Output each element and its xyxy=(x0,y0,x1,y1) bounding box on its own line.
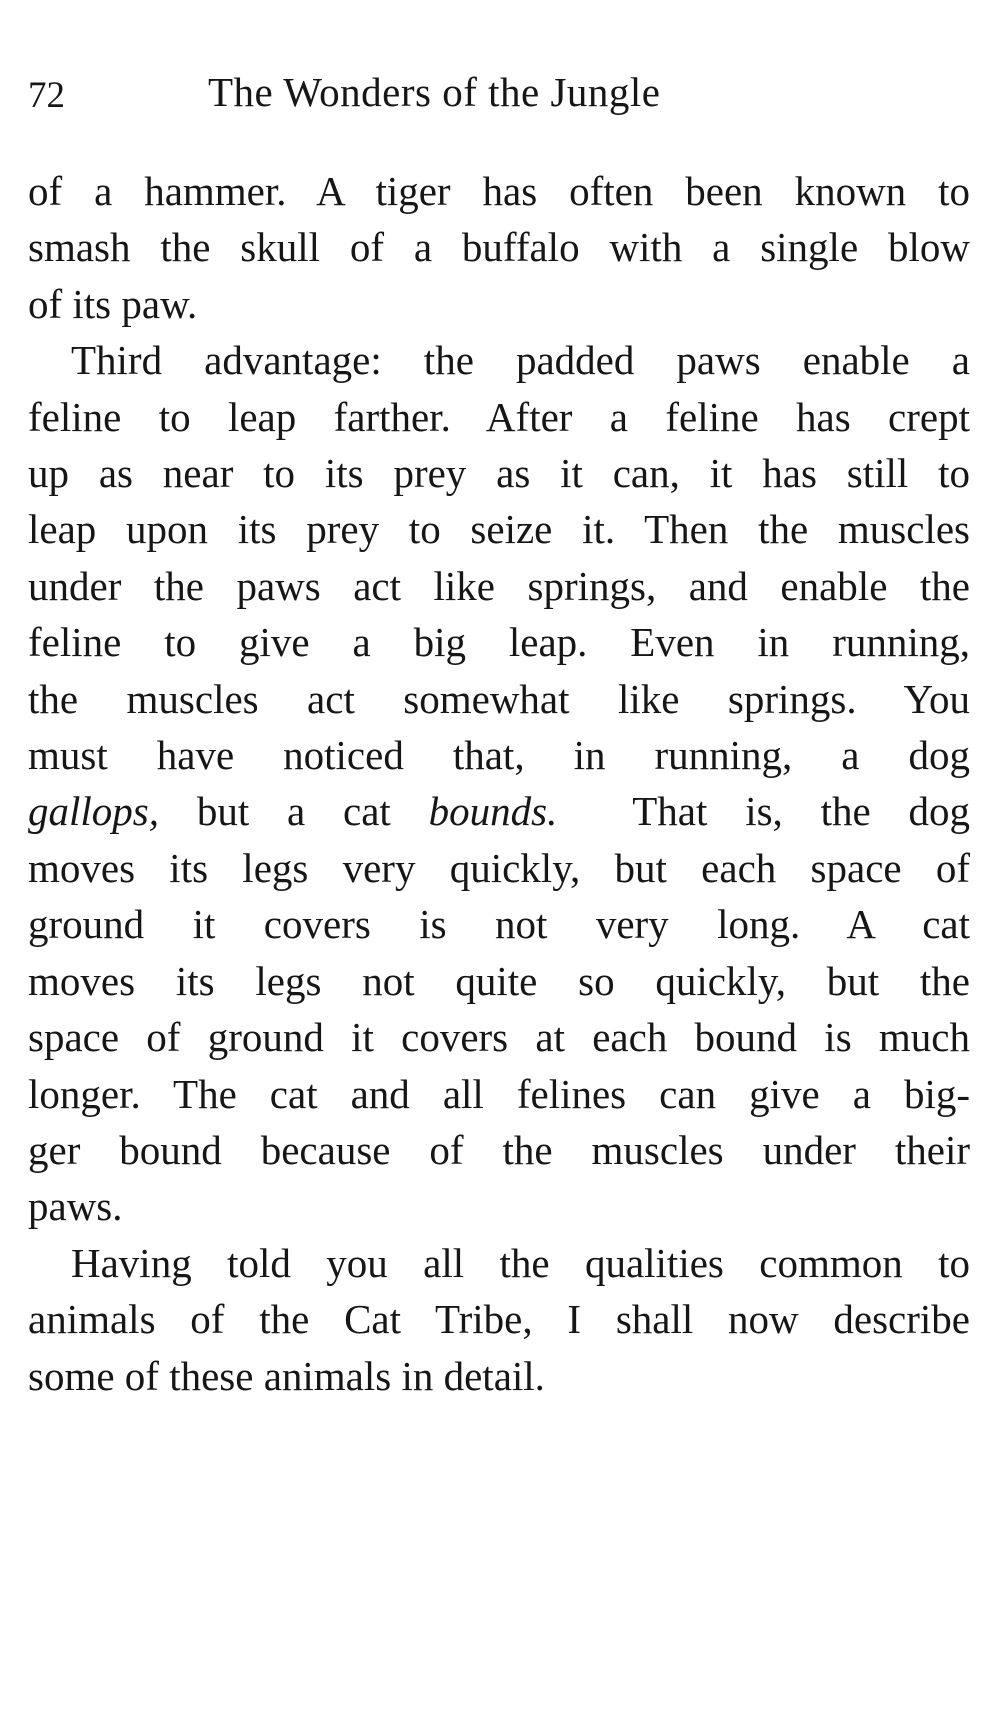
text-line: animals of the Cat Tribe, I shall now describe xyxy=(28,1296,970,1343)
book-title: The Wonders of the Jungle xyxy=(208,69,661,115)
text-line: ger bound because of the muscles under their xyxy=(28,1126,970,1173)
text-line: feline to leap farther. After a feline has crept xyxy=(28,393,970,440)
text-body xyxy=(28,163,970,1404)
text-line: Having told you all the qualities common to xyxy=(71,1239,970,1286)
text-line: moves its legs not quite so quickly, but the xyxy=(28,957,970,1004)
italic-bounds: bounds. xyxy=(428,788,558,835)
paragraph-third-advantage xyxy=(28,332,970,1235)
text-line: of a hammer. A tiger has often been known to xyxy=(28,168,970,214)
text-line: Third advantage: the padded paws enable a xyxy=(71,337,970,384)
text-line: some of these animals in detail. xyxy=(28,1352,545,1399)
text-line: space of ground it covers at each bound is much xyxy=(28,1014,970,1061)
running-head xyxy=(28,62,968,122)
text-line: longer. The cat and all felines can give a big- xyxy=(28,1070,970,1117)
text-fragment: but a cat xyxy=(159,788,429,835)
text-line: the muscles act somewhat like springs. You xyxy=(28,675,970,722)
text-line: of its paw. xyxy=(28,280,198,327)
paragraph-continuation xyxy=(28,163,970,332)
text-line-italic xyxy=(28,783,970,839)
text-line: leap upon its prey to seize it. Then the muscles xyxy=(28,506,970,553)
text-line: paws. xyxy=(28,1183,123,1230)
italic-gallops: gallops, xyxy=(28,788,159,835)
text-line: moves its legs very quickly, but each space of xyxy=(28,844,970,891)
text-line: up as near to its prey as it can, it has still to xyxy=(28,450,970,497)
paragraph-conclusion xyxy=(28,1235,970,1404)
text-line: must have noticed that, in running, a dog xyxy=(28,732,970,779)
text-line: under the paws act like springs, and enable the xyxy=(28,562,970,609)
text-line: ground it covers is not very long. A cat xyxy=(28,901,970,948)
text-fragment: That is, the dog xyxy=(557,788,970,835)
page-number: 72 xyxy=(28,75,65,116)
text-line: smash the skull of a buffalo with a single blow xyxy=(28,224,970,271)
text-line: feline to give a big leap. Even in running, xyxy=(28,619,970,666)
